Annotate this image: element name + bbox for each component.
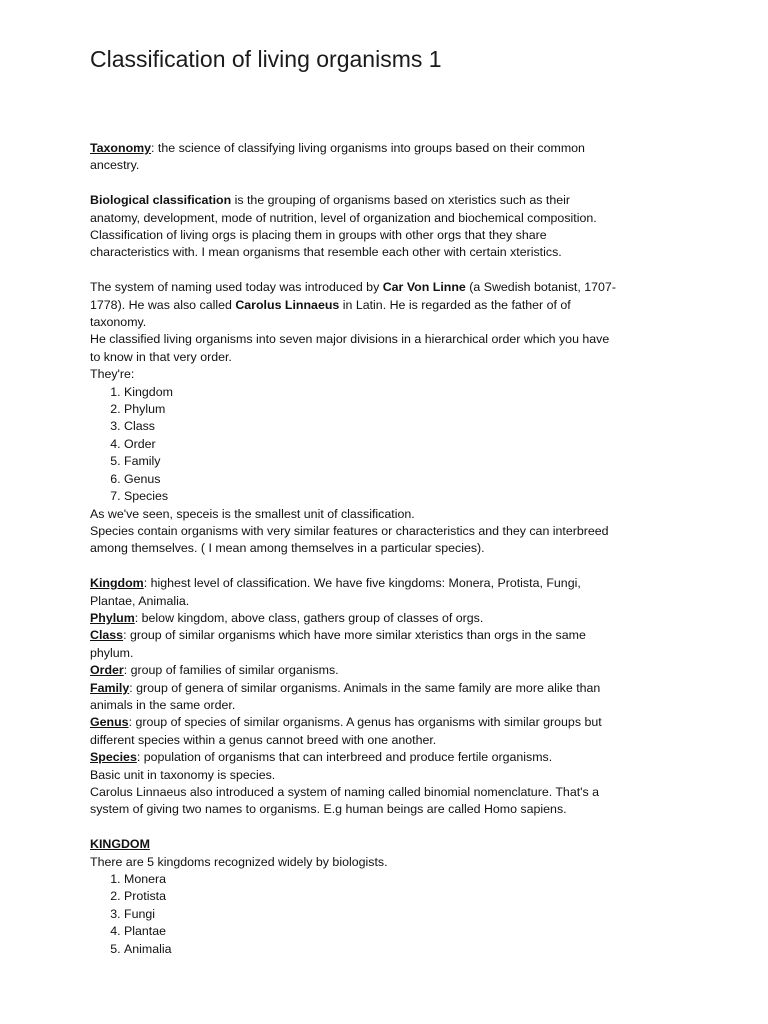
taxonomy-paragraph — [90, 140, 620, 175]
page-title: Classification of living organisms 1 — [90, 46, 442, 72]
spacer — [90, 558, 620, 575]
kingdom-heading-text: KINGDOM — [90, 837, 150, 852]
biological-term: Biological classification — [90, 193, 232, 208]
list-item: 3. Class — [124, 418, 620, 435]
list-item: 2. Protista — [124, 888, 620, 905]
definition-term: Class — [90, 628, 124, 643]
definition-term: Order — [90, 663, 124, 678]
list-item: 3. Fungi — [124, 906, 620, 923]
definition-term: Kingdom — [90, 576, 144, 591]
definition-text: : group of similar organisms which have more similar xteristics than orgs in the same phylum. — [90, 628, 586, 660]
definition-text: : population of organisms that can interbreed and produce fertile organisms. — [136, 750, 553, 765]
theyre-label: They're: — [90, 367, 135, 382]
list-item: 5. Animalia — [124, 941, 620, 958]
definition-text: : below kingdom, above class, gathers group of classes of orgs. — [134, 610, 484, 625]
list-item: 1. Kingdom — [124, 384, 620, 401]
naming-text-2: (a Swedish botanist, 1707-1778). He was also called — [90, 280, 616, 312]
definition-term: Family — [90, 680, 130, 695]
naming-name-1: Car Von Linne — [382, 280, 466, 295]
basic-unit: Basic unit in taxonomy is species. — [90, 767, 276, 782]
species-contain: Species contain organisms with very similar features or characteristics and they can interbreed among themselves. ( I mean among themselves in a particular species). — [90, 523, 609, 556]
naming-text-1: The system of naming used today was introduced by — [90, 280, 383, 295]
definition-phylum — [90, 610, 620, 627]
definition-text: : group of genera of similar organisms. Animals in the same family are more alike than animals in the same order. — [90, 680, 601, 712]
naming-paragraph — [90, 279, 620, 331]
taxonomy-definition: : the science of classifying living organisms into groups based on their common ancestry. — [90, 141, 585, 173]
species-smallest: As we've seen, speceis is the smallest unit of classification. — [90, 506, 415, 521]
hierarchy-intro: He classified living organisms into seven major divisions in a hierarchical order which you have to know in that very order. — [90, 332, 610, 364]
kingdom-intro: There are 5 kingdoms recognized widely by biologists. — [90, 854, 388, 869]
spacer — [90, 175, 620, 192]
biological-definition: is the grouping of organisms based on xteristics such as their anatomy, development, mode of nutrition, level of organization and biochemical composition. — [90, 193, 597, 225]
list-item: 7. Species — [124, 488, 620, 505]
definition-term: Phylum — [90, 610, 135, 625]
definition-text: : highest level of classification. We have five kingdoms: Monera, Protista, Fungi, Plantae, Animalia. — [90, 576, 581, 608]
biological-paragraph — [90, 192, 620, 227]
list-item: 2. Phylum — [124, 401, 620, 418]
spacer — [90, 819, 620, 836]
list-item: 1. Monera — [124, 871, 620, 888]
spacer — [90, 262, 620, 279]
definition-class — [90, 627, 620, 662]
document-body — [90, 140, 620, 958]
taxonomy-term: Taxonomy — [90, 141, 152, 155]
definition-kingdom — [90, 575, 620, 610]
naming-name-2: Carolus Linnaeus — [235, 297, 340, 312]
list-item: 6. Genus — [124, 471, 620, 488]
divisions-list — [90, 384, 620, 506]
definition-family — [90, 680, 620, 715]
list-item: 4. Order — [124, 436, 620, 453]
definition-genus — [90, 714, 620, 749]
kingdoms-list — [90, 871, 620, 958]
list-item: 5. Family — [124, 453, 620, 470]
naming-text-3: in Latin. He is regarded as the father of of taxonomy. — [90, 297, 571, 330]
classification-paragraph: Classification of living orgs is placing them in groups with other orgs that they share characteristics with. I mean organisms that resemble each other with certain xteristics. — [90, 228, 562, 260]
definition-text: : group of families of similar organisms. — [123, 663, 339, 678]
definition-term: Species — [90, 750, 137, 765]
binomial-paragraph: Carolus Linnaeus also introduced a system of naming called binomial nomenclature. That's a system of giving two names to organisms. E.g human beings are called Homo sapiens. — [90, 784, 600, 817]
list-item: 4. Plantae — [124, 923, 620, 940]
definition-order — [90, 662, 620, 679]
definition-text: : group of species of similar organisms. A genus has organisms with similar groups but different species within a genus cannot breed with one another. — [90, 715, 602, 747]
definition-species — [90, 749, 620, 766]
kingdom-heading — [90, 836, 620, 853]
definition-term: Genus — [90, 715, 129, 730]
